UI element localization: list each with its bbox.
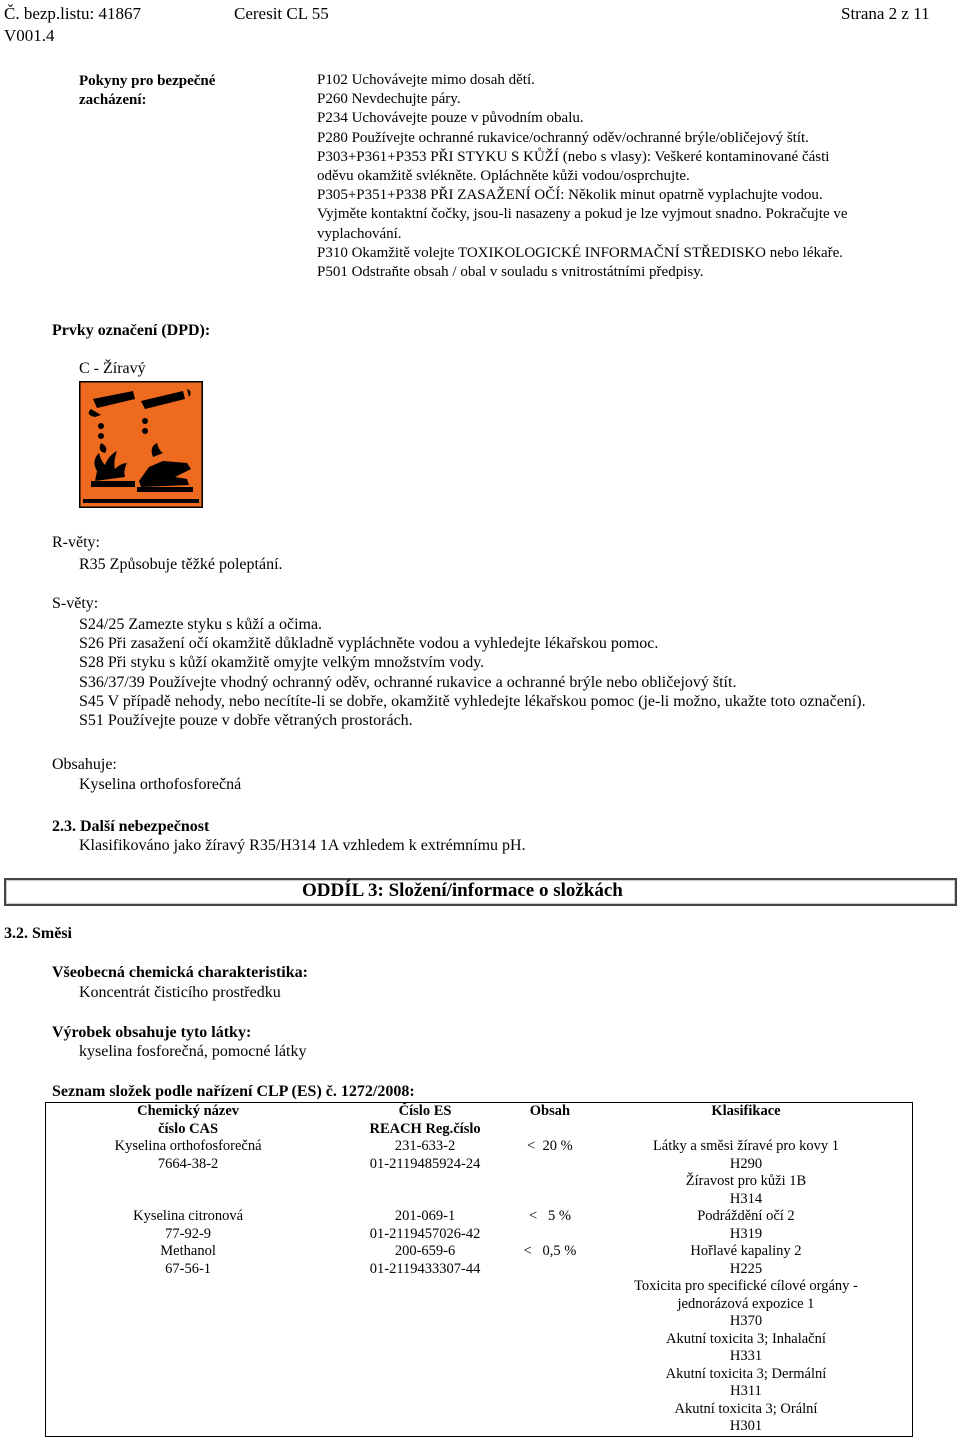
chemical-name-cell: Kyselina citronová <box>133 1208 244 1224</box>
general-char-value: Koncentrát čisticího prostředku <box>79 984 281 1001</box>
chemical-name-cell: 7664-38-2 <box>157 1155 219 1172</box>
page-number: Strana 2 z 11 <box>841 4 930 23</box>
corrosive-pictogram-icon <box>79 381 203 508</box>
classification-column <box>580 1243 913 1436</box>
r-phrases-label: R-věty: <box>52 534 100 551</box>
clp-list-label: Seznam složek podle nařízení CLP (ES) č. 1272/2008: <box>52 1083 415 1100</box>
precautionary-statement: oděvu okamžitě svlékněte. Opláchněte kůži vodou/osprchujte. <box>317 168 690 185</box>
table-row <box>46 1138 913 1208</box>
column-header-text: číslo CAS <box>158 1120 219 1137</box>
classification-column <box>580 1138 913 1208</box>
column-header <box>46 1103 331 1139</box>
section-3-title-bar <box>4 878 957 906</box>
classification-cell: Akutní toxicita 3; Inhalační <box>666 1330 826 1347</box>
symbol-label: C - Žíravý <box>79 360 146 377</box>
precautionary-statements <box>317 71 848 282</box>
classification-cell: Toxicita pro specifické cílové orgány - <box>634 1278 858 1294</box>
column-header-text: Obsah <box>529 1103 571 1119</box>
s-phrase: S28 Při styku s kůží okamžitě omyjte velkým množstvím vody. <box>79 654 485 672</box>
classification-cell: Akutní toxicita 3; Orální <box>674 1400 818 1417</box>
classification-column <box>580 1208 913 1243</box>
chemical-name-column <box>46 1138 331 1208</box>
table-header-row <box>46 1103 913 1139</box>
classification-cell: Látky a směsi žíravé pro kovy 1 <box>652 1138 839 1154</box>
es-number-column <box>330 1243 520 1436</box>
sheet-number: Č. bezp.listu: 41867 <box>4 4 141 23</box>
es-number-cell: 231-633-2 <box>394 1138 456 1154</box>
precautionary-statement: P234 Uchovávejte pouze v původním obalu. <box>317 110 584 127</box>
classification-cell: H311 <box>730 1383 762 1399</box>
precautionary-statement: P260 Nevdechujte páry. <box>317 91 461 108</box>
column-header-text: Klasifikace <box>711 1103 781 1119</box>
classification-cell: Akutní toxicita 3; Dermální <box>665 1365 827 1382</box>
precautionary-statement: P305+P351+P338 PŘI ZASAŽENÍ OČÍ: Několik minut opatrně vyplachujte vodou. <box>317 187 823 204</box>
classification-cell: H225 <box>729 1260 763 1277</box>
classification-cell: H331 <box>729 1348 763 1364</box>
classification-cell: Hořlavé kapaliny 2 <box>690 1243 802 1259</box>
classification-cell: H314 <box>729 1190 763 1207</box>
content-column <box>520 1138 580 1208</box>
r-phrases <box>79 555 283 574</box>
s-phrase: S24/25 Zamezte styku s kůží a očima. <box>79 616 323 633</box>
contains-label: Obsahuje: <box>52 756 117 773</box>
content-cell: < 5 % <box>528 1208 571 1224</box>
components-table <box>45 1102 913 1437</box>
classification-cell: H319 <box>729 1225 763 1242</box>
r-phrase: R35 Způsobuje těžké poleptání. <box>79 556 283 573</box>
version: V001.4 <box>4 26 55 45</box>
table-row <box>46 1243 913 1436</box>
handling-label: Pokyny pro bezpečné zacházení: <box>79 73 216 108</box>
s-phrase: S51 Používejte pouze v dobře větraných prostorách. <box>79 712 413 730</box>
other-hazards-heading: 2.3. Další nebezpečnost <box>52 818 210 835</box>
content-cell: < 20 % <box>527 1138 573 1154</box>
s-phrase: S45 V případě nehody, nebo necítíte-li se dobře, okamžitě vyhledejte lékařskou pomoc (je-li možno, ukažte toto označení). <box>79 692 866 710</box>
content-column <box>520 1243 580 1436</box>
chemical-name-column <box>46 1208 331 1243</box>
classification-cell: H290 <box>729 1155 763 1172</box>
classification-cell: H301 <box>729 1418 763 1434</box>
chemical-name-cell: Kyselina orthofosforečná <box>114 1138 262 1154</box>
precautionary-statement: vyplachování. <box>317 225 402 242</box>
mixtures-heading: 3.2. Směsi <box>4 925 72 942</box>
s-phrase: S26 Při zasažení očí okamžitě důkladně vypláchněte vodou a vyhledejte lékařskou pomoc. <box>79 635 659 653</box>
classification-cell: Podráždění očí 2 <box>697 1208 795 1224</box>
chemical-name-column <box>46 1243 331 1436</box>
chemical-name-cell: 77-92-9 <box>165 1225 212 1242</box>
precautionary-statement: P102 Uchovávejte mimo dosah dětí. <box>317 72 535 88</box>
classification-cell: H370 <box>729 1313 763 1329</box>
precautionary-statement: Vyjměte kontaktní čočky, jsou-li nasazeny a pokud je lze vyjmout snadno. Pokračujte ve <box>317 206 848 223</box>
s-phrases-label: S-věty: <box>52 595 99 612</box>
es-number-cell: 200-659-6 <box>394 1243 456 1259</box>
chemical-name-cell: Methanol <box>160 1243 216 1259</box>
classification-cell: Žíravost pro kůži 1B <box>685 1173 807 1189</box>
classification-cell: jednorázová expozice 1 <box>677 1295 815 1312</box>
column-header-text: Číslo ES <box>398 1103 452 1119</box>
s-phrase: S36/37/39 Používejte vhodný ochranný oděv, ochranné rukavice a ochranné brýle nebo obličejový štít. <box>79 673 737 691</box>
content-cell: < 0,5 % <box>523 1243 577 1259</box>
other-hazards-text: Klasifikováno jako žíravý R35/H314 1A vzhledem k extrémnímu pH. <box>79 837 526 854</box>
s-phrases <box>79 615 866 730</box>
chemical-name-cell: 67-56-1 <box>165 1260 212 1277</box>
general-char-label: Všeobecná chemická charakteristika: <box>52 964 308 981</box>
substances-value: kyselina fosforečná, pomocné látky <box>79 1043 307 1060</box>
section-3-title: ODDÍL 3: Složení/informace o složkách <box>302 880 623 901</box>
precautionary-statement: P280 Používejte ochranné rukavice/ochranný oděv/ochranné brýle/obličejový štít. <box>317 129 809 146</box>
dpd-heading: Prvky označení (DPD): <box>52 322 211 339</box>
precautionary-statement: P303+P361+P353 PŘI STYKU S KŮŽÍ (nebo s vlasy): Veškeré kontaminované části <box>317 148 830 165</box>
column-header-text: REACH Reg.číslo <box>369 1120 481 1137</box>
contains-value: Kyselina orthofosforečná <box>79 776 242 793</box>
es-number-cell: 01-2119433307-44 <box>369 1260 481 1277</box>
substances-label: Výrobek obsahuje tyto látky: <box>52 1024 252 1041</box>
es-number-cell: 01-2119457026-42 <box>369 1225 481 1242</box>
column-header <box>580 1103 913 1139</box>
column-header-text: Chemický název <box>137 1103 240 1119</box>
column-header <box>330 1103 520 1139</box>
precautionary-statement: P310 Okamžitě volejte TOXIKOLOGICKÉ INFORMAČNÍ STŘEDISKO nebo lékaře. <box>317 244 844 261</box>
product-name: Ceresit CL 55 <box>234 4 329 23</box>
es-number-cell: 201-069-1 <box>394 1208 456 1224</box>
column-header <box>520 1103 580 1139</box>
precautionary-statement: P501 Odstraňte obsah / obal v souladu s vnitrostátními předpisy. <box>317 264 704 281</box>
content-column <box>520 1208 580 1243</box>
es-number-column <box>330 1138 520 1208</box>
es-number-cell: 01-2119485924-24 <box>369 1155 481 1172</box>
table-row <box>46 1208 913 1243</box>
es-number-column <box>330 1208 520 1243</box>
